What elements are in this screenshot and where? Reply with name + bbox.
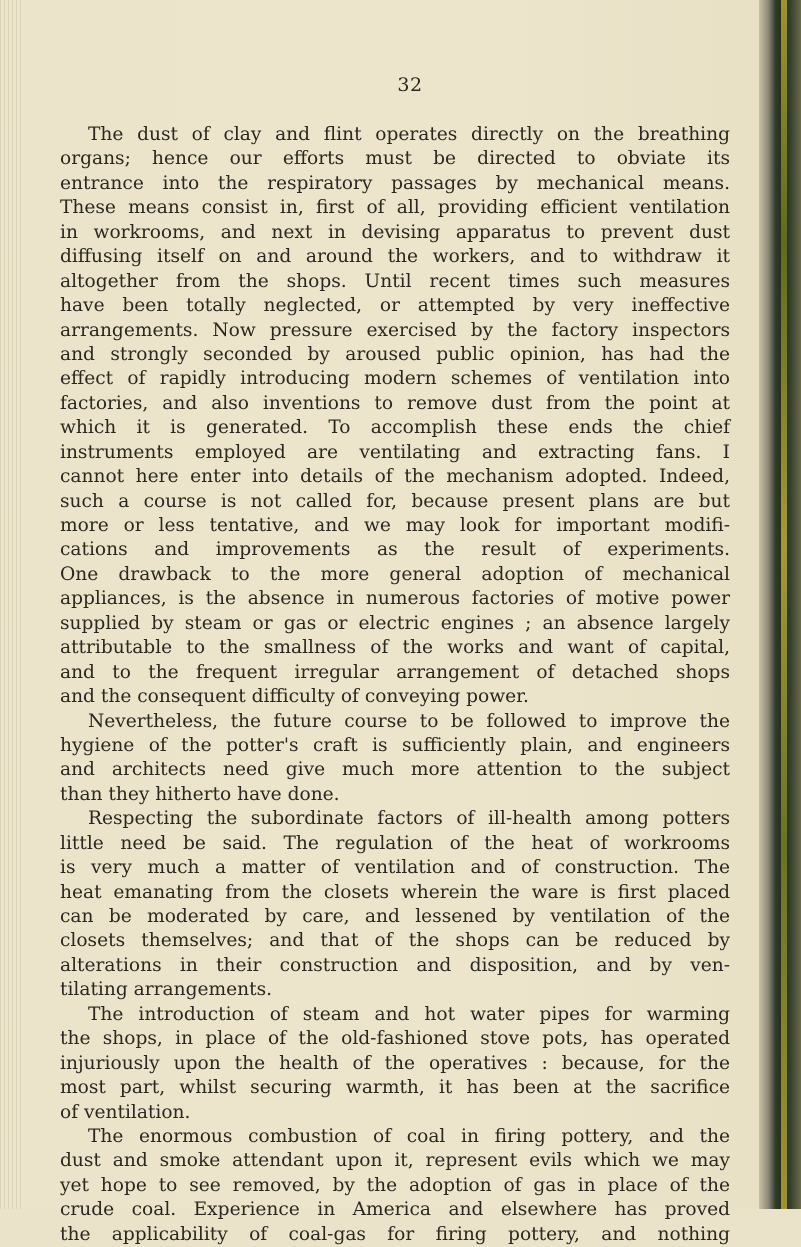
text-line: than they hitherto have done.: [60, 783, 340, 805]
text-line: can be moderated by care, and lessened by ventilation of the: [60, 906, 730, 927]
text-line: diffusing itself on and around the workers, and to withdraw it: [60, 246, 730, 268]
text-line: alterations in their construction and disposition, and by ven-: [60, 954, 730, 976]
text-line: cannot here enter into details of the mechanism adopted. Indeed,: [60, 466, 730, 488]
text-line: cations and improvements as the result of experiments.: [60, 539, 730, 561]
body-text: [60, 123, 730, 1247]
text-line: closets themselves; and that of the shops can be reduced by: [60, 930, 730, 952]
text-line: which it is generated. To accomplish these ends the chief: [60, 417, 730, 439]
text-line: the shops, in place of the old-fashioned stove pots, has operated: [60, 1028, 730, 1050]
text-line: crude coal. Experience in America and elsewhere has proved: [60, 1199, 730, 1221]
text-line: The introduction of steam and hot water pipes for warming: [88, 1003, 730, 1025]
text-line: The enormous combustion of coal in firing pottery, and the: [88, 1125, 730, 1147]
text-line: little need be said. The regulation of the heat of workrooms: [60, 832, 730, 854]
text-line: arrangements. Now pressure exercised by the factory inspectors: [60, 319, 730, 341]
page-left-edge: [0, 0, 22, 1209]
text-line: hygiene of the potter's craft is sufficiently plain, and engineers: [60, 734, 730, 756]
text-line: altogether from the shops. Until recent times such measures: [60, 270, 730, 292]
text-line: attributable to the smallness of the works and want of capital,: [60, 637, 730, 659]
text-line: Nevertheless, the future course to be followed to improve the: [88, 710, 730, 732]
text-line: such a course is not called for, because present plans are but: [60, 490, 730, 512]
binding-stripe: [781, 0, 787, 1209]
text-line: yet hope to see removed, by the adoption of gas in place of the: [60, 1174, 730, 1196]
text-line: more or less tentative, and we may look for important modifi-: [60, 515, 730, 536]
text-line: entrance into the respiratory passages by mechanical means.: [60, 172, 730, 194]
text-line: is very much a matter of ventilation and of construction. The: [60, 857, 730, 879]
text-line: and architects need give much more attention to the subject: [60, 759, 730, 781]
text-line: have been totally neglected, or attempted by very ineffective: [60, 295, 730, 317]
text-line: injuriously upon the health of the operatives : because, for the: [60, 1052, 730, 1074]
text-line: and strongly seconded by aroused public opinion, has had the: [60, 343, 730, 365]
text-line: These means consist in, first of all, providing efficient ventilation: [60, 197, 730, 219]
text-line: most part, whilst securing warmth, it has been at the sacrifice: [60, 1077, 730, 1099]
text-line: instruments employed are ventilating and extracting fans. I: [60, 441, 730, 463]
text-line: organs; hence our efforts must be directed to obviate its: [60, 148, 730, 170]
book-binding-edge: [759, 0, 801, 1209]
text-line: factories, and also inventions to remove dust from the point at: [60, 392, 730, 414]
text-line: in workrooms, and next in devising apparatus to prevent dust: [60, 221, 730, 243]
text-line: supplied by steam or gas or electric engines ; an absence largely: [60, 612, 730, 634]
text-line: Respecting the subordinate factors of ill-health among potters: [88, 808, 730, 830]
page-number: 32: [397, 74, 423, 96]
text-line: heat emanating from the closets wherein the ware is first placed: [60, 881, 730, 903]
text-line: dust and smoke attendant upon it, represent evils which we may: [60, 1150, 730, 1172]
text-line: effect of rapidly introducing modern schemes of ventilation into: [60, 368, 730, 390]
text-line: tilating arrangements.: [60, 979, 273, 1001]
text-line: One drawback to the more general adoption of mechanical: [60, 563, 730, 585]
text-line: appliances, is the absence in numerous factories of motive power: [60, 588, 730, 610]
text-line: of ventilation.: [60, 1101, 191, 1123]
text-line: and the consequent difficulty of conveying power.: [60, 686, 529, 708]
text-line: the applicability of coal-gas for firing pottery, and nothing: [60, 1223, 730, 1245]
text-line: and to the frequent irregular arrangement of detached shops: [60, 661, 730, 683]
text-line: The dust of clay and flint operates directly on the breathing: [88, 124, 730, 145]
